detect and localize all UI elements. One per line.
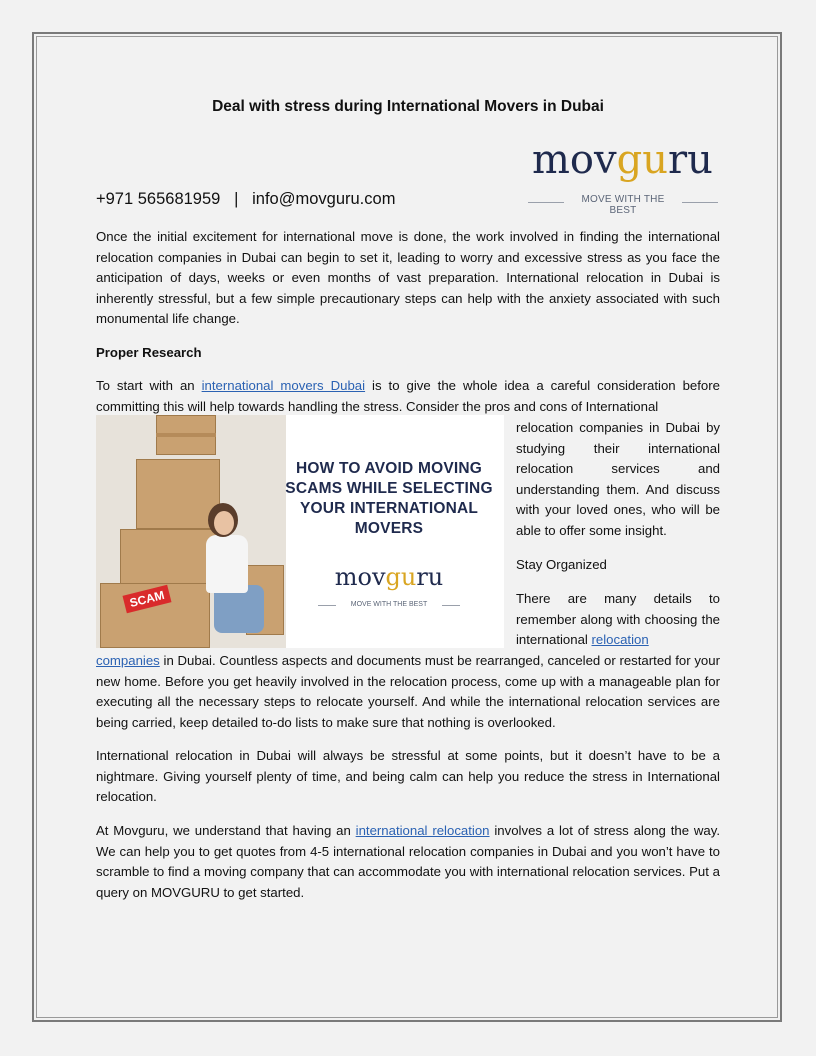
logo-mov: mov (532, 137, 617, 183)
research-side-text: relocation companies in Dubai by studying their international relocation services and understanding them. And discuss with your loved ones, who will be able to offer some insight. (516, 420, 720, 538)
research-text-end: is to give the whole idea a careful consideration before committing this will help towards handling the stress. Consider the pros and cons of International (96, 378, 720, 414)
contact-line: +971 565681959 | info@movguru.com (96, 190, 396, 208)
link-international-relocation[interactable]: international relocation (355, 823, 490, 838)
document-title: Deal with stress during International Movers in Dubai (212, 98, 604, 115)
banner-logo: movguru (334, 563, 444, 591)
organized-side-span: There are many details to remember along with choosing the international (516, 591, 720, 648)
banner-rule-left (318, 605, 336, 606)
logo-tagline (528, 194, 718, 216)
logo-tagline-text: MOVE WITH THE BEST (581, 194, 665, 216)
link-companies[interactable]: companies (96, 653, 160, 668)
research-paragraph (96, 376, 720, 417)
heading-stay-organized: Stay Organized (516, 557, 607, 572)
scam-stamp: SCAM (123, 585, 172, 614)
link-relocation[interactable]: relocation (591, 632, 649, 648)
logo-wordmark (532, 138, 713, 182)
tagline-rule-left (528, 202, 564, 203)
link-international-movers-dubai[interactable]: international movers Dubai (201, 378, 366, 393)
organized-paragraph (96, 651, 720, 733)
person-body (206, 535, 248, 593)
intro-paragraph: Once the initial excitement for international move is done, the work involved in finding the international relocation companies in Dubai can begin to set it, leading to worry and excessive stress as you face the anticipation of days, weeks or even months of vast preparation. International relocation in Dubai is inherently stressful, but a few simple precautionary steps can help with the anxiety associated with such monumental life change. (96, 229, 720, 327)
heading-proper-research: Proper Research (96, 345, 202, 360)
logo-gu: gu (616, 137, 668, 183)
person-face (214, 511, 234, 535)
banner-rule-right (442, 605, 460, 606)
closing-text-start: At Movguru, we understand that having an (96, 823, 356, 838)
box-lower (120, 529, 220, 585)
tape-strip (156, 433, 216, 437)
organized-continuation: in Dubai. Countless aspects and documents must be rearranged, canceled or restarted for your new home. Before you get heavily involved in the relocation process, come up with a manageable plan for executing all the necessary steps to relocate yourself. And while the international relocation services are being carried, keep detailed to-do lists to make sure that nothing is overlooked. (96, 653, 720, 730)
closing-paragraph-1: International relocation in Dubai will always be stressful at some points, but it doesn’t have to be a nightmare. Giving yourself plenty of time, and being calm can help you reduce the stress in International relocation. (96, 748, 720, 805)
tagline-rule-right (682, 202, 718, 203)
closing-text-end: involves a lot of stress along the way. We can help you to get quotes from 4-5 international relocation companies in Dubai and you won’t have to scramble to find a moving company that can accommodate you with international relocation services. Put a query on MOVGURU to get started. (96, 823, 720, 900)
movguru-logo (528, 132, 720, 216)
research-text-start: To start with an (96, 378, 202, 393)
logo-ru: ru (667, 137, 713, 183)
banner-tagline: MOVE WITH THE BEST (350, 601, 428, 608)
moving-scams-banner-image (96, 415, 504, 648)
organized-side-text (516, 589, 720, 651)
closing-paragraph-2 (96, 821, 720, 903)
banner-headline: HOW TO AVOID MOVING SCAMS WHILE SELECTING YOUR INTERNATIONAL MOVERS (285, 460, 493, 537)
